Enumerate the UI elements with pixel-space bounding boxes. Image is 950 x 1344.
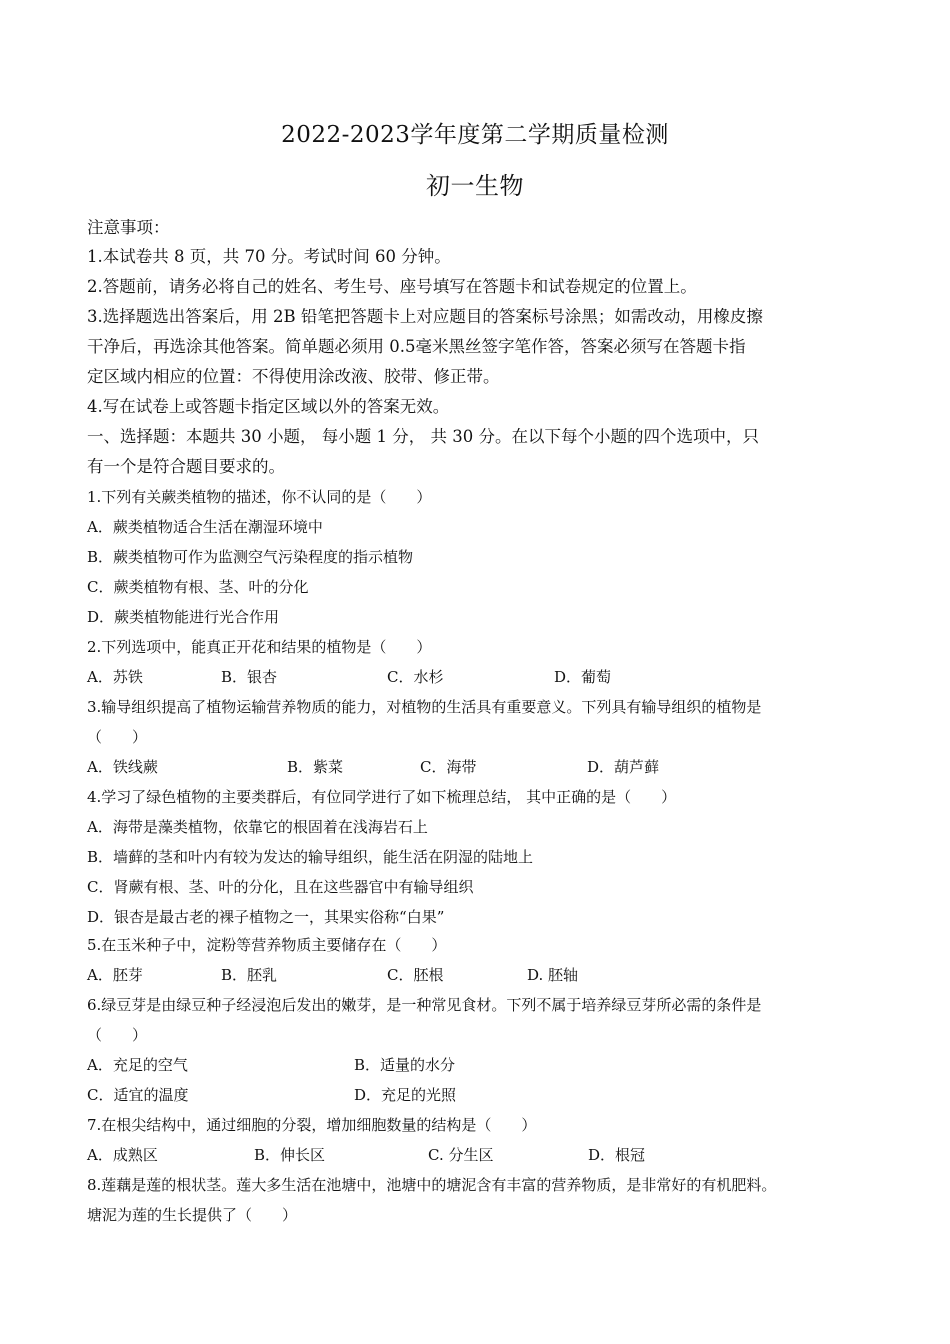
question-6-option-a: A．充足的空气 — [87, 1056, 188, 1074]
question-6-option-b: B．适量的水分 — [354, 1056, 456, 1074]
question-2-stem: 2.下列选项中，能真正开花和结果的植物是（ ） — [87, 638, 432, 656]
question-6-answer-paren: （ ） — [87, 1026, 148, 1044]
question-6-option-c: C．适宜的温度 — [87, 1086, 189, 1104]
question-4-stem: 4.学习了绿色植物的主要类群后，有位同学进行了如下梳理总结， 其中正确的是（ ） — [87, 788, 677, 806]
question-1-option-d: D．蕨类植物能进行光合作用 — [87, 608, 280, 626]
question-3-stem: 3.输导组织提高了植物运输营养物质的能力，对植物的生活具有重要意义。下列具有输导组织的植物是 — [87, 698, 762, 716]
question-5-option-d: D. 胚轴 — [527, 966, 579, 984]
question-7-option-a: A．成熟区 — [87, 1146, 158, 1164]
question-5-stem: 5.在玉米种子中，淀粉等营养物质主要储存在（ ） — [87, 936, 447, 954]
notice-item-3-line-1: 3.选择题选出答案后，用 2B 铅笔把答题卡上对应题目的答案标号涂黑；如需改动，用橡皮擦 — [87, 307, 763, 326]
question-4-option-b: B．墙藓的茎和叶内有较为发达的输导组织，能生活在阴湿的陆地上 — [87, 848, 534, 866]
question-6-option-d: D．充足的光照 — [354, 1086, 457, 1104]
question-8-stem-line-2: 塘泥为莲的生长提供了（ ） — [87, 1206, 298, 1224]
question-7-stem: 7.在根尖结构中，通过细胞的分裂，增加细胞数量的结构是（ ） — [87, 1116, 537, 1134]
question-4-option-c: C．肾蕨有根、茎、叶的分化，且在这些器官中有输导组织 — [87, 878, 474, 896]
notice-item-3-line-3: 定区域内相应的位置：不得使用涂改液、胶带、修正带。 — [87, 367, 500, 386]
question-1-option-b: B．蕨类植物可作为监测空气污染程度的指示植物 — [87, 548, 414, 566]
notice-item-1: 1.本试卷共 8 页，共 70 分。考试时间 60 分钟。 — [87, 247, 451, 266]
question-3-option-d: D．葫芦藓 — [587, 758, 660, 776]
question-1-stem: 1.下列有关蕨类植物的描述，你不认同的是（ ） — [87, 488, 432, 506]
question-5-option-b: B．胚乳 — [221, 966, 278, 984]
question-5-option-c: C．胚根 — [387, 966, 444, 984]
question-2-option-d: D．葡萄 — [554, 668, 612, 686]
notice-heading: 注意事项： — [87, 218, 170, 237]
question-2-option-c: C．水杉 — [387, 668, 444, 686]
question-7-option-b: B．伸长区 — [254, 1146, 326, 1164]
question-3-option-a: A．铁线蕨 — [87, 758, 158, 776]
question-1-option-c: C．蕨类植物有根、茎、叶的分化 — [87, 578, 309, 596]
question-1-option-a: A．蕨类植物适合生活在潮湿环境中 — [87, 518, 323, 536]
question-3-answer-paren: （ ） — [87, 728, 148, 746]
question-4-option-d: D．银杏是最古老的裸子植物之一，其果实俗称“白果” — [87, 908, 445, 926]
question-2-option-a: A．苏铁 — [87, 668, 143, 686]
question-3-option-c: C．海带 — [420, 758, 477, 776]
question-5-option-a: A．胚芽 — [87, 966, 143, 984]
question-7-option-d: D．根冠 — [588, 1146, 646, 1164]
question-7-option-c: C. 分生区 — [428, 1146, 494, 1164]
question-4-option-a: A．海带是藻类植物，依靠它的根固着在浅海岩石上 — [87, 818, 428, 836]
question-2-option-b: B．银杏 — [221, 668, 278, 686]
exam-title: 2022-2023学年度第二学期质量检测 — [281, 122, 669, 148]
section-heading-line-2: 有一个是符合题目要求的。 — [87, 457, 285, 476]
question-3-option-b: B．紫菜 — [287, 758, 344, 776]
question-6-stem: 6.绿豆芽是由绿豆种子经浸泡后发出的嫩芽，是一种常见食材。下列不属于培养绿豆芽所必需的条件是 — [87, 996, 762, 1014]
notice-item-3-line-2: 干净后，再选涂其他答案。简单题必须用 0.5毫米黑丝签字笔作答，答案必须写在答题卡指 — [87, 337, 746, 356]
question-8-stem-line-1: 8.莲藕是莲的根状茎。莲大多生活在池塘中，池塘中的塘泥含有丰富的营养物质，是非常好的有机肥料。 — [87, 1176, 777, 1194]
notice-item-4: 4.写在试卷上或答题卡指定区域以外的答案无效。 — [87, 397, 450, 416]
notice-item-2: 2.答题前，请务必将自己的姓名、考生号、座号填写在答题卡和试卷规定的位置上。 — [87, 277, 697, 296]
section-heading-line-1: 一、选择题：本题共 30 小题， 每小题 1 分， 共 30 分。在以下每个小题的四个选项中，只 — [87, 427, 759, 446]
exam-subtitle: 初一生物 — [426, 172, 524, 200]
